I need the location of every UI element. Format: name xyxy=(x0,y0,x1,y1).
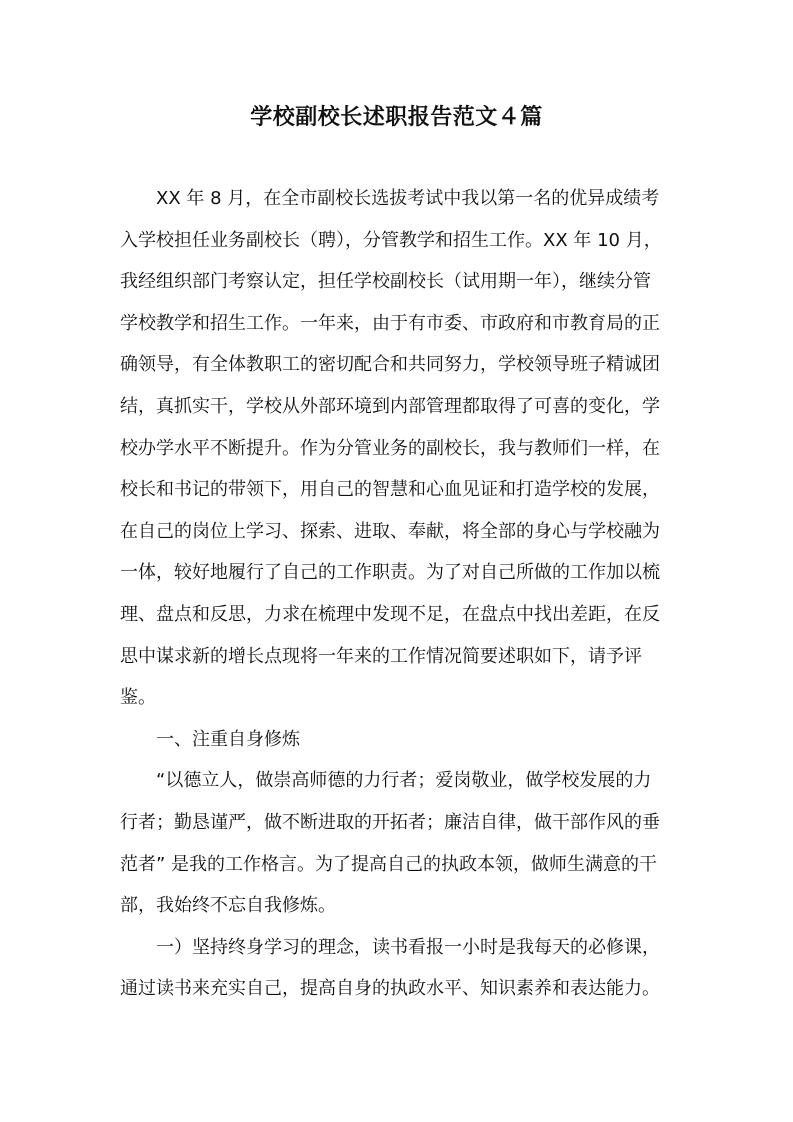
text-line: 在自己的岗位上学习、探索、进取、奉献，将全部的身心与学校融为 xyxy=(120,520,660,542)
text-line: 结，真抓实干，学校从外部环境到内部管理都取得了可喜的变化，学 xyxy=(120,395,660,417)
text-line: “以德立人，做崇高师德的力行者；爱岗敬业，做学校发展的力 xyxy=(156,770,652,792)
text-line: 校长和书记的带领下，用自己的智慧和心血见证和打造学校的发展， xyxy=(120,479,660,501)
text-line: 范者” 是我的工作格言。为了提高自己的执政本领，做师生满意的干 xyxy=(120,853,658,875)
text-line: 我经组织部门考察认定，担任学校副校长（试用期一年），继续分管 xyxy=(120,271,651,293)
section-heading: 一、注重自身修炼 xyxy=(156,728,300,750)
text-line: XX 年 8 月，在全市副校长选拔考试中我以第一名的优异成绩考 xyxy=(156,188,660,209)
text-line: 思中谋求新的增长点现将一年来的工作情况简要述职如下，请予评 xyxy=(120,645,642,667)
text-line: 校办学水平不断提升。作为分管业务的副校长，我与教师们一样，在 xyxy=(120,437,660,459)
text-line: 行者；勤恳谨严，做不断进取的开拓者；廉洁自律，做干部作风的垂 xyxy=(120,811,660,833)
text-line: 通过读书来充实自己，提高自身的执政水平、知识素养和表达能力。 xyxy=(120,978,660,1000)
text-line: 入学校担任业务副校长（聘），分管教学和招生工作。XX 年 10 月， xyxy=(120,229,662,251)
text-line: 部，我始终不忘自我修炼。 xyxy=(120,895,336,917)
text-line: 理、盘点和反思，力求在梳理中发现不足，在盘点中找出差距，在反 xyxy=(120,603,660,625)
text-line: 一）坚持终身学习的理念，读书看报一小时是我每天的必修课， xyxy=(156,936,660,958)
text-line: 一体，较好地履行了自己的工作职责。为了对自己所做的工作加以梳 xyxy=(120,562,660,584)
document-title: 学校副校长述职报告范文４篇 xyxy=(250,105,543,130)
text-line: 鉴。 xyxy=(120,687,156,709)
document-body xyxy=(120,178,680,1010)
text-line: 确领导，有全体教职工的密切配合和共同努力，学校领导班子精诚团 xyxy=(120,354,660,376)
text-line: 学校教学和招生工作。一年来，由于有市委、市政府和市教育局的正 xyxy=(120,312,660,334)
